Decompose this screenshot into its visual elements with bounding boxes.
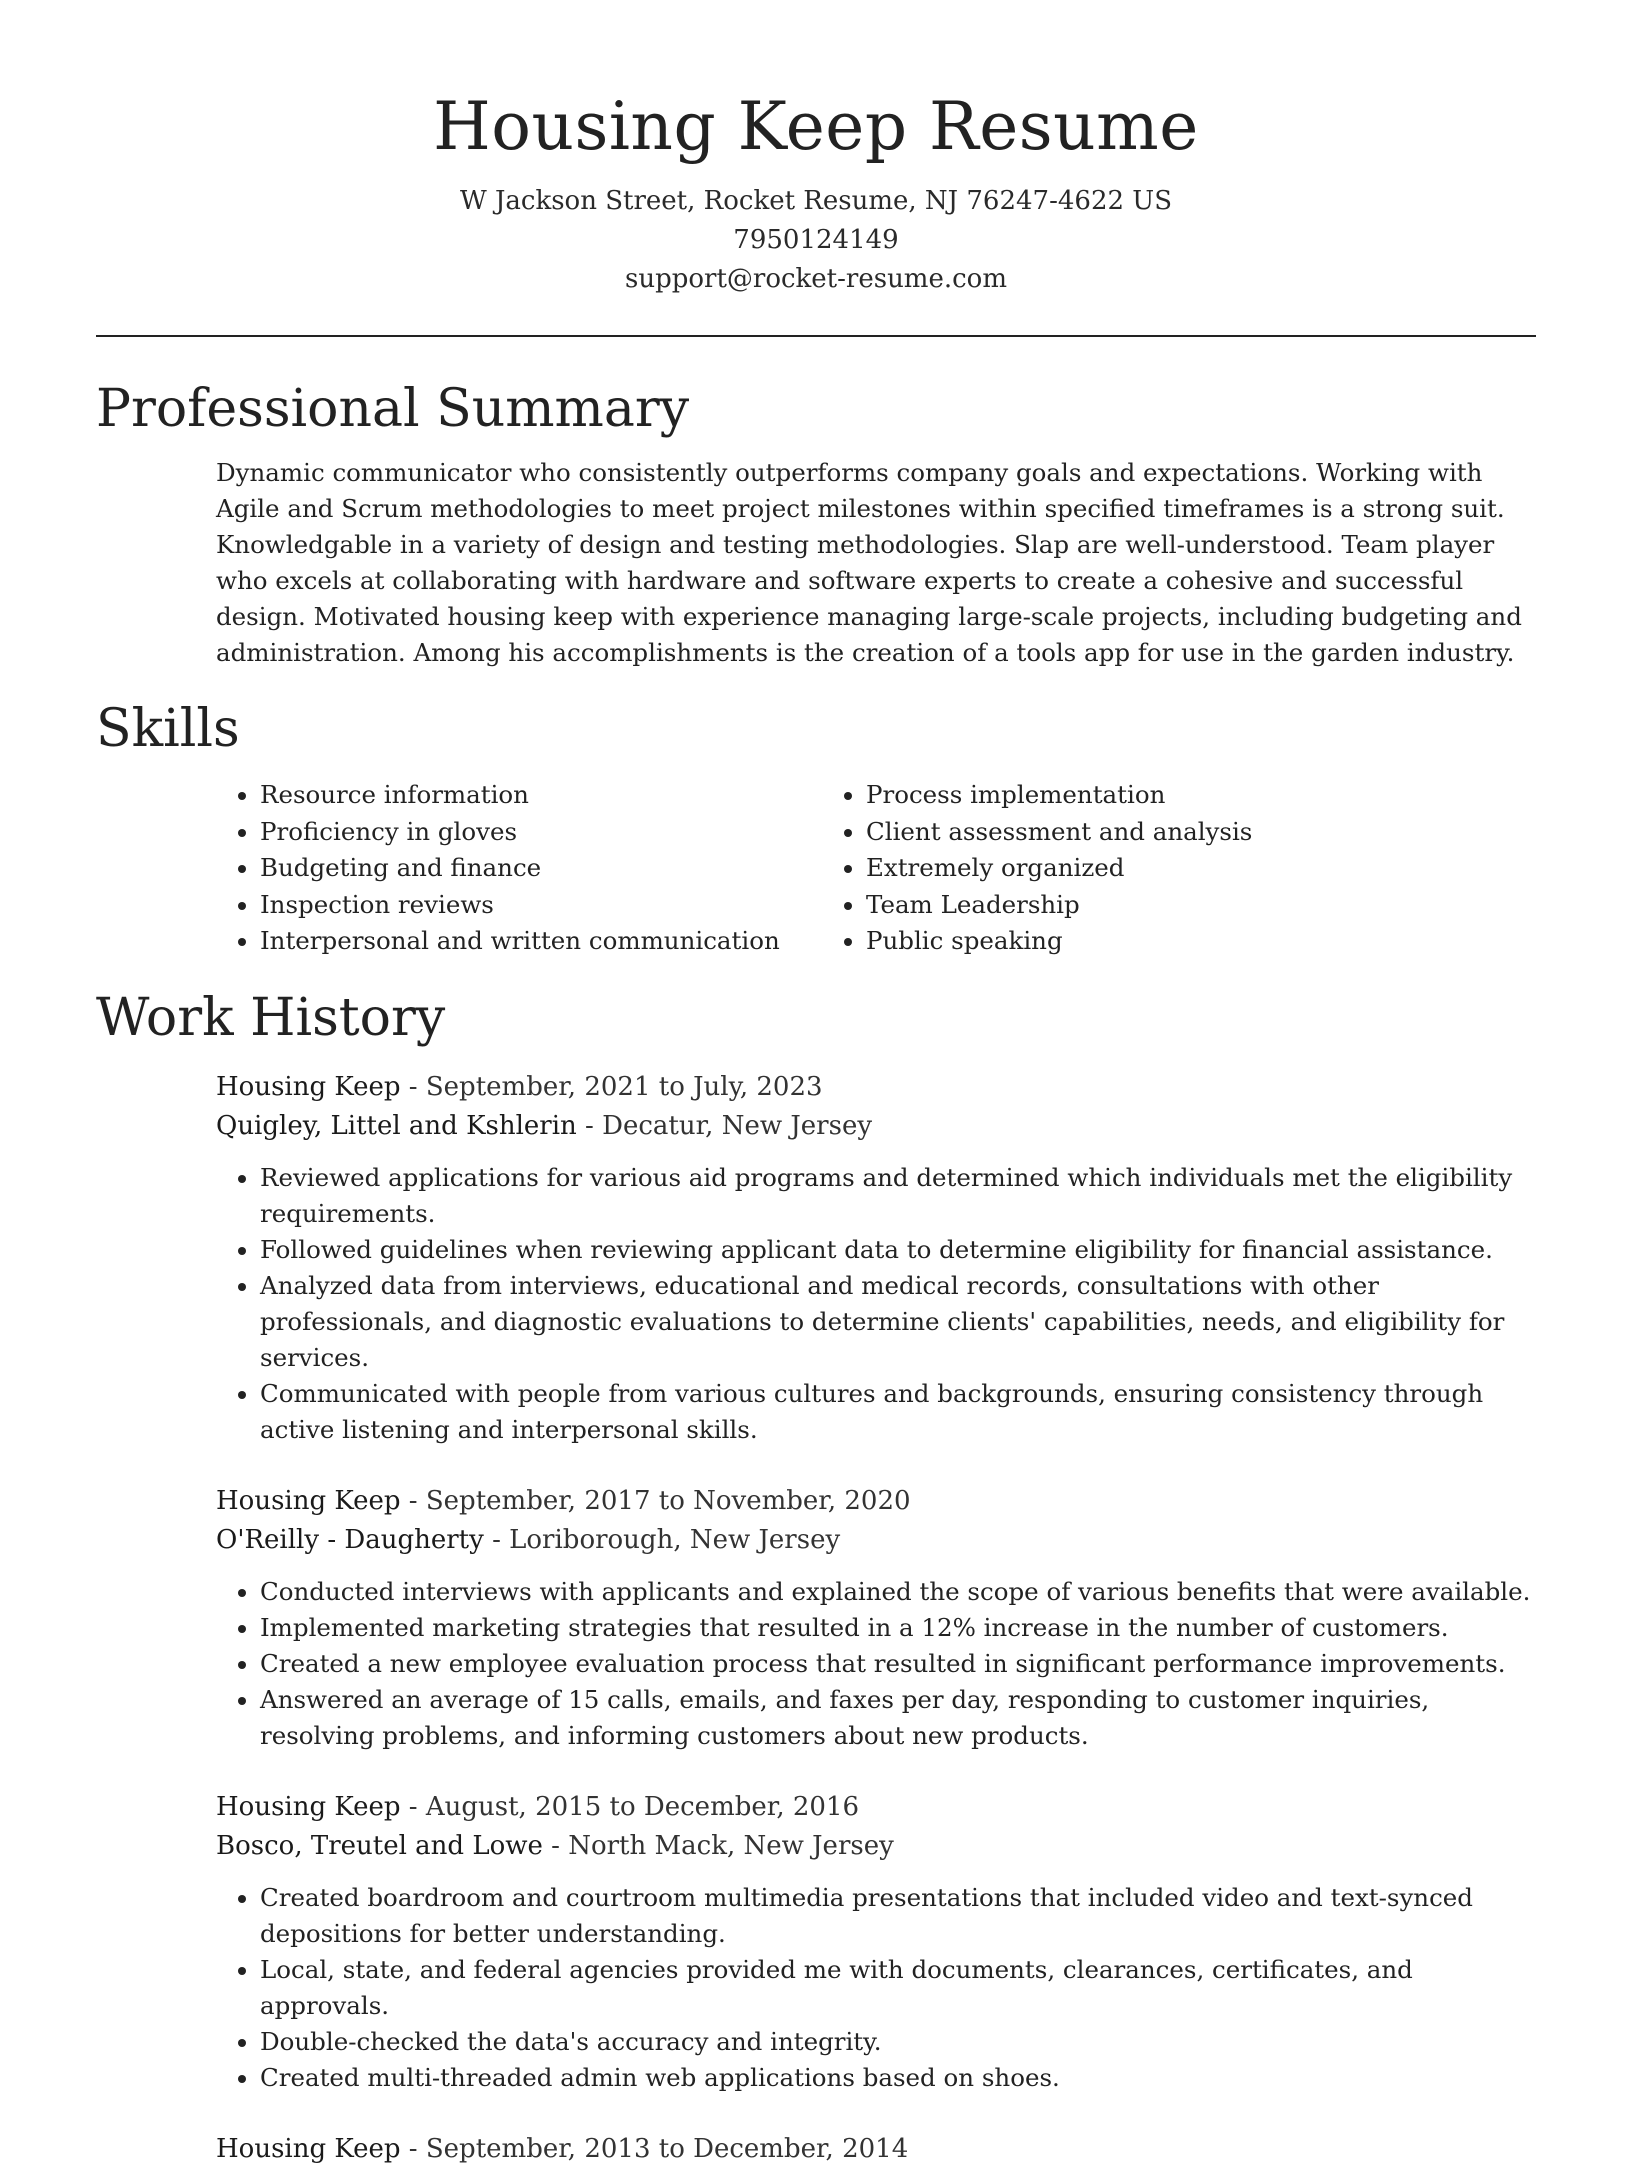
job-dates: September, 2013 to December, 2014 — [425, 2133, 909, 2164]
job-bullet: • Analyzed data from interviews, educational and medical records, consultations with other professionals, and diagnostic evaluations to determine clients' capabilities, needs, and eligibility for services. — [260, 1268, 1536, 1376]
job-bullet: • Answered an average of 15 calls, emails, and faxes per day, responding to customer inquiries, resolving problems, and informing customers about new products. — [260, 1682, 1536, 1754]
phone-text: 7950124149 — [733, 225, 899, 255]
job-bullet: • Reviewed applications for various aid programs and determined which individuals met the eligibility requirements. — [260, 1160, 1536, 1232]
work-history-heading: Work History — [96, 987, 446, 1048]
skill-item: • Public speaking — [866, 923, 1428, 960]
job-bullet: • Created multi-threaded admin web applications based on shoes. — [260, 2060, 1536, 2096]
job-company: Bosco, Treutel and Lowe — [216, 1830, 543, 1861]
job-bullet: • Created a new employee evaluation process that resulted in significant performance improvements. — [260, 1646, 1536, 1682]
email-text: support@rocket-resume.com — [624, 264, 1007, 294]
skills-column-right — [822, 777, 1428, 960]
job-title-line: Housing Keep - August, 2015 to December, 2016 — [216, 1791, 860, 1822]
skill-item: • Process implementation — [866, 777, 1428, 814]
job-company-line: Quigley, Littel and Kshlerin - Decatur, New Jersey — [216, 1110, 873, 1141]
job-bullets — [216, 1880, 1536, 2096]
job-bullet: • Communicated with people from various cultures and backgrounds, ensuring consistency through active listening and interpersonal skills. — [260, 1376, 1536, 1448]
job-bullets — [216, 1574, 1536, 1754]
job-bullet: • Followed guidelines when reviewing applicant data to determine eligibility for financial assistance. — [260, 1232, 1536, 1268]
header-divider — [96, 335, 1536, 337]
job-entry — [216, 1788, 1536, 2096]
skill-item: • Inspection reviews — [260, 887, 822, 924]
job-bullet: • Double-checked the data's accuracy and integrity. — [260, 2024, 1536, 2060]
contact-block — [96, 182, 1536, 299]
summary-heading: Professional Summary — [96, 379, 690, 439]
skill-item: • Budgeting and finance — [260, 850, 822, 887]
resume-name: Housing Keep Resume — [433, 88, 1199, 165]
skill-item: • Interpersonal and written communication — [260, 923, 822, 960]
job-entry — [216, 1482, 1536, 1754]
skill-item: • Client assessment and analysis — [866, 814, 1428, 851]
resume-page — [96, 0, 1536, 2169]
job-entry — [216, 1068, 1536, 1448]
skill-item: • Proficiency in gloves — [260, 814, 822, 851]
address-text: W Jackson Street, Rocket Resume, NJ 76247-4622 US — [459, 186, 1173, 216]
job-company-line: O'Reilly - Daugherty - Loriborough, New Jersey — [216, 1524, 841, 1555]
skills-list — [216, 777, 1536, 960]
job-role: Housing Keep — [216, 1791, 401, 1822]
skill-item: • Resource information — [260, 777, 822, 814]
job-company: O'Reilly - Daugherty — [216, 1524, 484, 1555]
job-dates: September, 2017 to November, 2020 — [425, 1485, 911, 1516]
skills-column-left — [216, 777, 822, 960]
skill-item: • Extremely organized — [866, 850, 1428, 887]
job-title-line: Housing Keep - September, 2017 to November, 2020 — [216, 1485, 911, 1516]
job-dates: September, 2021 to July, 2023 — [425, 1071, 823, 1102]
job-entry — [216, 2130, 1536, 2169]
job-bullets — [216, 1160, 1536, 1448]
skills-heading: Skills — [96, 699, 240, 759]
job-title-line: Housing Keep - September, 2013 to December, 2014 — [216, 2133, 909, 2164]
job-location: Decatur, New Jersey — [602, 1110, 873, 1141]
job-role: Housing Keep — [216, 1485, 401, 1516]
job-role: Housing Keep — [216, 2133, 401, 2164]
skill-item: • Team Leadership — [866, 887, 1428, 924]
job-bullet: • Conducted interviews with applicants and explained the scope of various benefits that were available. — [260, 1574, 1536, 1610]
summary-paragraph: Dynamic communicator who consistently outperforms company goals and expectations. Working with Agile and Scrum methodologies to meet project milestones within specified timeframes is a strong suit. Knowledgable in a variety of design and testing methodologies. Slap are well-understood. Team player who excels at collaborating with hardware and software experts to create a cohesive and successful design. Motivated housing keep with experience managing large-scale projects, including budgeting and administration. Among his accomplishments is the creation of a tools app for use in the garden industry. — [216, 458, 1522, 667]
job-bullet: • Implemented marketing strategies that resulted in a 12% increase in the number of customers. — [260, 1610, 1536, 1646]
job-title-line: Housing Keep - September, 2021 to July, 2023 — [216, 1071, 823, 1102]
job-role: Housing Keep — [216, 1071, 401, 1102]
job-company: Quigley, Littel and Kshlerin — [216, 1110, 577, 1141]
job-location: North Mack, New Jersey — [568, 1830, 894, 1861]
job-company-line: Bosco, Treutel and Lowe - North Mack, New Jersey — [216, 1830, 894, 1861]
job-bullet: • Created boardroom and courtroom multimedia presentations that included video and text-synced depositions for better understanding. — [260, 1880, 1536, 1952]
job-bullet: • Local, state, and federal agencies provided me with documents, clearances, certificates, and approvals. — [260, 1952, 1536, 2024]
job-dates: August, 2015 to December, 2016 — [425, 1791, 860, 1822]
job-location: Loriborough, New Jersey — [509, 1524, 841, 1555]
